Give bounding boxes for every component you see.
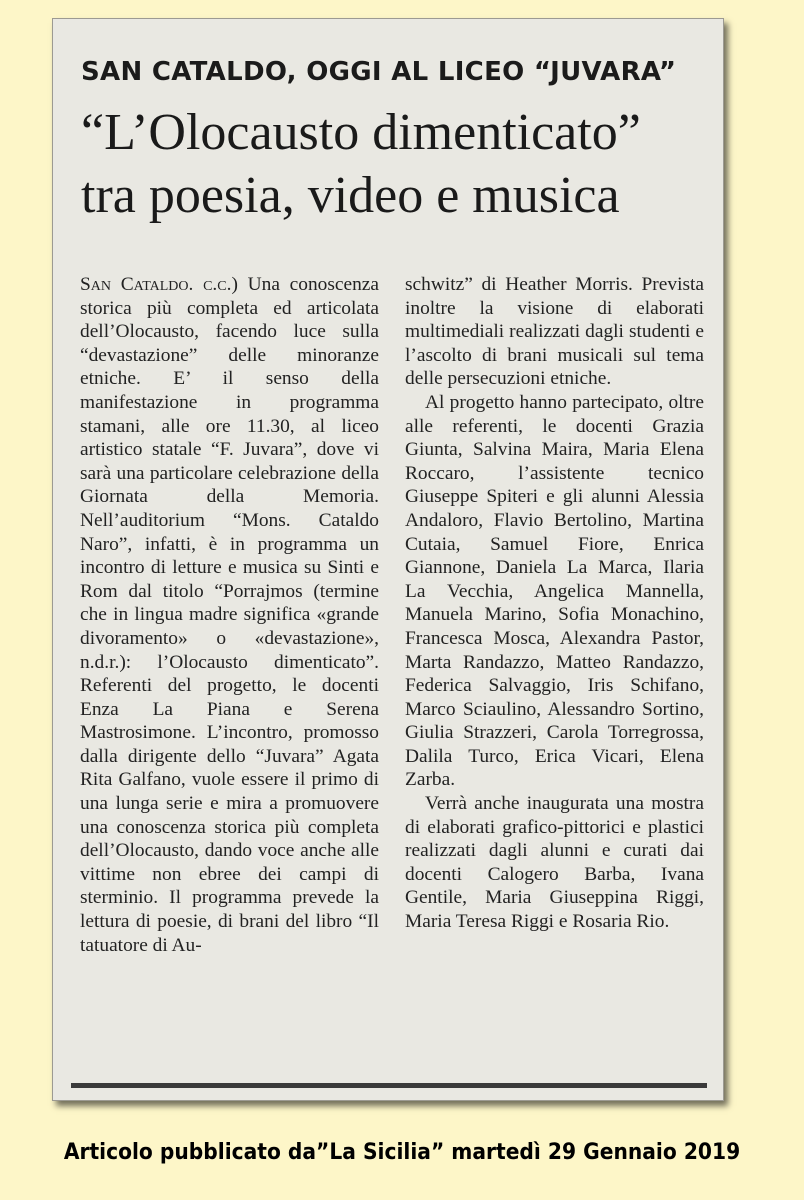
paragraph-intro-continued bbox=[405, 273, 704, 391]
publication-caption: Articolo pubblicato da”La Sicilia” martedì 29 Gennaio 2019 bbox=[63, 1140, 741, 1165]
paragraph-exhibition: Verrà anche inaugurata una mostra di elaborati grafico-pittorici e plastici realizzati dagli alunni e curati dai docenti Calogero Barba, Ivana Gentile, Maria Giuseppina Riggi, Maria Teresa Riggi e Rosaria Rio. bbox=[405, 793, 704, 933]
headline-line-1: “L’Olocausto dimenticato” bbox=[81, 104, 641, 161]
article-column-right bbox=[405, 273, 704, 1053]
headline-line-2: tra poesia, video e musica bbox=[81, 167, 620, 224]
paragraph-intro-text: Una conoscenza storica più completa ed articolata dell’Olocausto, facendo luce sulla “devastazione” delle minoranze etniche. E’ il senso della manifestazione in programma stamani, alle ore 11.30, al liceo artistico statale “F. Juvara”, dove vi sarà una particolare celebrazione della Giornata della Memoria. Nell’auditorium “Mons. Cataldo Naro”, infatti, è in programma un incontro di letture e musica su Sinti e Rom dal titolo “Porrajmos (termine che in lingua madre significa «grande divoramento» o «devastazione», n.d.r.): l’Olocausto dimenticato”. Referenti del progetto, le docenti Enza La Piana e Serena Mastrosimone. L’incontro, promosso dalla dirigente dello “Juvara” Agata Rita Galfano, vuole essere il primo di una lunga serie e mira a promuovere una conoscenza storica più completa dell’Olocausto, dando voce anche alle vittime non ebree dei campi di sterminio. Il programma prevede la lettura di poesie, di brani del libro “Il tatuatore di Au- bbox=[80, 274, 379, 956]
article-column-left bbox=[80, 273, 379, 1053]
article-body bbox=[80, 273, 704, 1053]
article-kicker: SAN CATALDO, OGGI AL LICEO “JUVARA” bbox=[81, 57, 677, 87]
paragraph-participants: Al progetto hanno partecipato, oltre alle referenti, le docenti Grazia Giunta, Salvina Maira, Maria Elena Roccaro, l’assistente tecnico Giuseppe Spiteri e gli alunni Alessia Andaloro, Flavio Bertolino, Martina Cutaia, Samuel Fiore, Enrica Giannone, Daniela La Marca, Ilaria La Vecchia, Angelica Mannella, Manuela Marino, Sofia Monachino, Francesca Mosca, Alexandra Pastor, Marta Randazzo, Matteo Randazzo, Federica Salvaggio, Iris Schifano, Marco Sciaulino, Alessandro Sortino, Giulia Strazzeri, Carola Torregrossa, Dalila Turco, Erica Vicari, Elena Zarba. bbox=[405, 391, 704, 791]
paragraph-intro-continued-text: schwitz” di Heather Morris. Prevista inoltre la visione di elaborati multimediali realizzati dagli studenti e l’ascolto di brani musicali sul tema delle persecuzioni etniche. bbox=[405, 274, 704, 390]
paragraph-intro bbox=[80, 273, 379, 957]
article-dateline: San Cataldo. c.c.) bbox=[80, 274, 238, 295]
article-headline bbox=[81, 101, 711, 227]
newspaper-clipping bbox=[52, 18, 724, 1101]
bottom-rule bbox=[71, 1083, 707, 1088]
